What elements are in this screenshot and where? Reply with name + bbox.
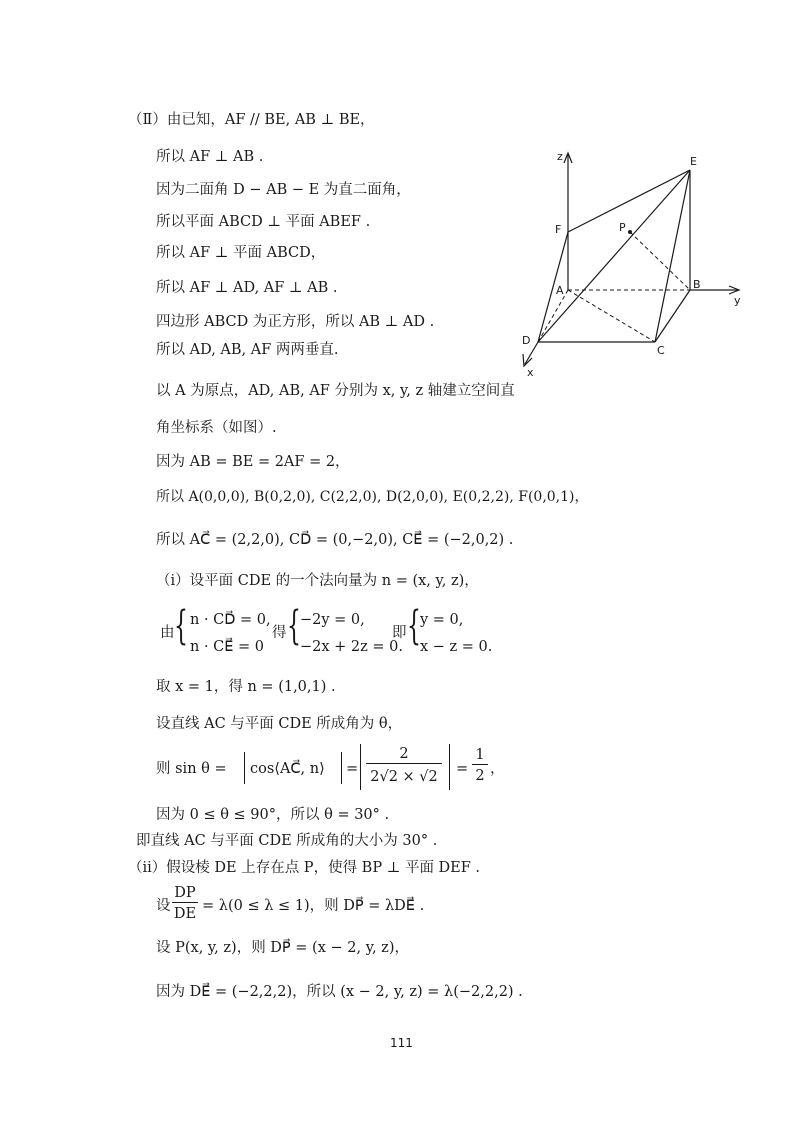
sine-prefix: 则 sin θ = xyxy=(156,761,227,777)
label-F: F xyxy=(555,223,562,236)
label-y: y xyxy=(734,294,741,307)
text-line: 即直线 AC 与平面 CDE 所成角的大小为 30° . xyxy=(136,833,438,849)
system-row: n · CD⃗ = 0, xyxy=(190,612,271,628)
text-line: 所以 AF ⊥ AB . xyxy=(156,149,264,165)
label-z: z xyxy=(557,150,563,163)
ratio-set: 设 xyxy=(156,898,171,914)
text-line: 四边形 ABCD 为正方形，所以 AB ⊥ AD . xyxy=(156,314,435,330)
system-row: x − z = 0. xyxy=(420,639,493,655)
label-x: x xyxy=(527,366,534,379)
label-E: E xyxy=(690,155,697,168)
system-de: 得 xyxy=(272,625,287,641)
text-line: 以 A 为原点，AD, AB, AF 分别为 x, y, z 轴建立空间直 xyxy=(156,383,515,399)
fraction xyxy=(472,746,488,785)
left-brace: { xyxy=(407,603,421,649)
text-line: 因为 DE⃗ = (−2,2,2)，所以 (x − 2, y, z) = λ(−2,2,2) . xyxy=(156,984,523,1000)
point-P xyxy=(628,230,632,234)
text-line: 因为 0 ≤ θ ≤ 90°，所以 θ = 30° . xyxy=(156,807,390,823)
text-line: 所以 AD, AB, AF 两两垂直. xyxy=(156,342,339,358)
left-brace: { xyxy=(174,603,188,649)
fraction xyxy=(172,884,198,923)
fraction xyxy=(366,745,442,786)
text-line: 设直线 AC 与平面 CDE 所成角为 θ， xyxy=(156,716,403,732)
label-P: P xyxy=(619,221,626,234)
text-line: 所以 AF ⊥ AD, AF ⊥ AB . xyxy=(156,280,338,296)
text-line: （Ⅱ）由已知，AF // BE, AB ⊥ BE， xyxy=(128,112,375,128)
text-line: 角坐标系（如图）. xyxy=(156,420,277,436)
text-line: （i）设平面 CDE 的一个法向量为 n = (x, y, z)， xyxy=(156,573,479,589)
label-A: A xyxy=(556,284,564,297)
coordinate-figure xyxy=(500,140,760,380)
label-D: D xyxy=(522,334,531,347)
text-line: 因为 AB = BE = 2AF = 2， xyxy=(156,454,350,470)
text-line: 取 x = 1，得 n = (1,0,1) . xyxy=(156,679,336,695)
text-line: 设 P(x, y, z)，则 DP⃗ = (x − 2, y, z)， xyxy=(156,940,409,956)
edge-AD xyxy=(538,290,568,342)
text-line: 所以平面 ABCD ⊥ 平面 ABEF . xyxy=(156,214,371,230)
cos-term: cos⟨AC⃗, n⟩ xyxy=(250,761,325,777)
equals-sign: = xyxy=(456,761,469,777)
text-line: （ii）假设棱 DE 上存在点 P，使得 BP ⊥ 平面 DEF . xyxy=(128,860,481,876)
text-line: 所以 AF ⊥ 平面 ABCD， xyxy=(156,245,326,261)
edge-DE xyxy=(538,170,690,342)
fraction-denominator: 2√2 × √2 xyxy=(366,763,442,786)
text-line: 所以 A(0,0,0), B(0,2,0), C(2,2,0), D(2,0,0), E(0,2,2), F(0,0,1)， xyxy=(156,489,589,505)
left-brace: { xyxy=(287,603,301,649)
comma: ， xyxy=(490,761,505,777)
system-row: −2y = 0, xyxy=(300,612,365,628)
text-line: 因为二面角 D − AB − E 为直二面角， xyxy=(156,182,411,198)
edge-AC xyxy=(568,290,655,342)
segment-PB xyxy=(630,232,690,290)
equals-sign: = xyxy=(346,761,359,777)
fraction-denominator: 2 xyxy=(472,764,488,785)
fraction-denominator: DE xyxy=(172,902,198,923)
label-B: B xyxy=(693,278,701,291)
system-row: y = 0, xyxy=(420,612,464,628)
fraction-numerator: DP xyxy=(174,885,196,901)
text-line: 所以 AC⃗ = (2,2,0), CD⃗ = (0,−2,0), CE⃗ = (−2,0,2) . xyxy=(156,532,514,548)
page-number: 111 xyxy=(390,1036,413,1050)
label-C: C xyxy=(657,344,665,357)
system-row: n · CE⃗ = 0 xyxy=(190,639,265,655)
ratio-rest: = λ(0 ≤ λ ≤ 1)，则 DP⃗ = λDE⃗ . xyxy=(202,898,425,914)
fraction-numerator: 1 xyxy=(475,747,485,763)
system-you: 由 xyxy=(160,625,175,641)
system-ji: 即 xyxy=(392,625,407,641)
fraction-numerator: 2 xyxy=(399,746,409,762)
edge-FE xyxy=(568,170,690,232)
system-row: −2x + 2z = 0. xyxy=(300,639,403,655)
